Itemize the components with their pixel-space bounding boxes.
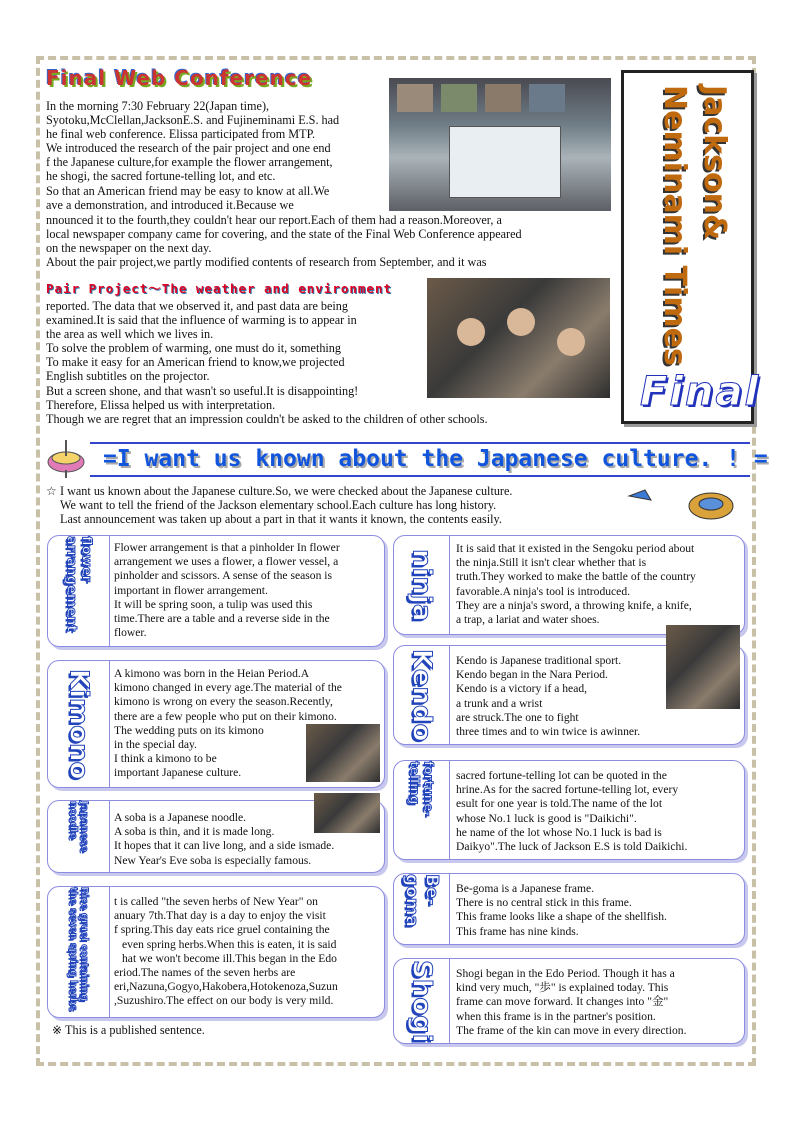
text-line: To solve the problem of warming, one must do it, something bbox=[46, 341, 341, 356]
text-line: Last announcement was taken up about a part in that it wants it known, the contents easily. bbox=[60, 512, 502, 527]
fortune-telling-card bbox=[393, 760, 745, 860]
text-line: But a screen shone, and that wasn't so useful.It is disappointing! bbox=[46, 383, 359, 398]
kimono-photo bbox=[306, 724, 380, 782]
text-line: A kimono was born in the Heian Period.A bbox=[114, 667, 310, 680]
text-line: It will be spring soon, a tulip was used this bbox=[114, 597, 313, 611]
kimono-label: Kimono bbox=[63, 668, 94, 780]
text-line: three times and to win twice is awinner. bbox=[456, 725, 641, 739]
text-line: eri,Nazuna,Gogyo,Hakobera,Hotokenoza,Suzun bbox=[114, 980, 338, 994]
shogi-text bbox=[456, 967, 742, 1038]
pair-project-title: Pair Project～The weather and environment bbox=[46, 281, 392, 296]
text-line: They are a ninja's sword, a throwing knife, a knife, bbox=[456, 598, 692, 612]
pair-project-text bbox=[46, 299, 426, 412]
text-line: The wedding puts on its kimono bbox=[114, 723, 264, 737]
text-line: f spring.This day eats rice gruel containing the bbox=[114, 923, 330, 937]
text-line: ,Suzushiro.The effect on our body is very mild. bbox=[114, 994, 334, 1008]
student-face bbox=[507, 308, 535, 336]
card-label-box bbox=[394, 959, 450, 1043]
text-line: To make it easy for an American friend to know,we projected bbox=[46, 355, 345, 370]
flower-arrangement-label: flower arrangement bbox=[63, 536, 94, 632]
text-line: kimono changed in every age.The material of the bbox=[114, 681, 342, 695]
text-line: hat we won't become ill.This began in the Edo bbox=[122, 951, 337, 965]
text-line: flower. bbox=[114, 626, 147, 640]
text-line: a trap, a lariat and water shoes. bbox=[456, 613, 600, 627]
masthead-final: Final bbox=[640, 369, 761, 415]
video-tile bbox=[529, 84, 565, 112]
text-line: even spring herbs.When this is eaten, it is said bbox=[122, 937, 337, 951]
ninja-label: ninja bbox=[406, 548, 437, 622]
text-line: when this frame is in the partner's position. bbox=[456, 1009, 656, 1023]
kimono-card bbox=[47, 660, 385, 788]
text-line: ave a demonstration, and introduced it.Because we bbox=[46, 197, 294, 212]
text-line: kimono is wrong on every the season.Recently, bbox=[114, 695, 333, 709]
text-line: reported. The data that we observed it, and past data are being bbox=[46, 299, 348, 313]
text-line: Kendo is Japanese traditional sport. bbox=[456, 654, 622, 667]
text-line: the ninja.Still it isn't clear whether that is bbox=[456, 556, 647, 570]
text-line: important Japanese culture. bbox=[114, 766, 242, 780]
text-line: So that an American friend may be easy to know at all.We bbox=[46, 183, 330, 198]
soba-label: Japanese noodle bbox=[67, 801, 90, 853]
text-line: Kendo is a victory if a head, bbox=[456, 682, 588, 696]
text-line: In the morning 7:30 February 22(Japan time), bbox=[46, 99, 270, 113]
seven-herbs-text bbox=[114, 895, 382, 1009]
video-tile bbox=[441, 84, 477, 112]
text-line: hrine.As for the sacred fortune-telling lot, every bbox=[456, 783, 679, 797]
text-line: local newspaper company came for covering, and the state of the Final Web Conference appeared bbox=[46, 227, 522, 242]
text-line: Syotoku,McClellan,JacksonE.S. and Fujineminami E.S. had bbox=[46, 113, 340, 128]
shogi-card bbox=[393, 958, 745, 1044]
divider-line bbox=[90, 475, 750, 477]
text-line: It hopes that it can live long, and a side ismade. bbox=[114, 839, 335, 853]
text-line: he final web conference. Elissa participated from MTP. bbox=[46, 127, 316, 142]
video-tile bbox=[485, 84, 521, 112]
spinning-top-icon bbox=[627, 486, 737, 526]
be-goma-text bbox=[456, 882, 742, 939]
text-line: Therefore, Elissa helped us with interpretation. bbox=[46, 397, 276, 412]
divider-line bbox=[90, 442, 750, 444]
text-line: esult for one year is told.The name of the lot bbox=[456, 797, 663, 811]
kendo-photo bbox=[666, 625, 740, 709]
text-line: there are a few people who put on their kimono. bbox=[114, 709, 337, 723]
text-line: f the Japanese culture,for example the flower arrangement, bbox=[46, 155, 333, 170]
text-line: It is said that it existed in the Sengoku period about bbox=[456, 542, 695, 555]
card-label-box bbox=[394, 761, 450, 859]
shogi-label: Shogi bbox=[406, 959, 437, 1043]
final-web-text-narrow bbox=[46, 99, 388, 212]
text-line: kind very much, "歩" is explained today. This bbox=[456, 981, 669, 995]
masthead-box bbox=[621, 70, 761, 424]
text-line: We want to tell the friend of the Jackson elementary school.Each culture has long history. bbox=[60, 498, 497, 513]
text-line: New Year's Eve soba is especially famous. bbox=[114, 853, 312, 867]
text-line: examined.It is said that the influence of warming is to appear in bbox=[46, 313, 357, 328]
text-line: t is called "the seven herbs of New Year" on bbox=[114, 895, 318, 908]
be-goma-label: Be-goma bbox=[401, 874, 442, 928]
text-line: favorable.A ninja's tool is introduced. bbox=[456, 584, 631, 598]
text-line: frame can move forward. It changes into "金" bbox=[456, 995, 669, 1009]
text-line: Be-goma is a Japanese frame. bbox=[456, 882, 595, 895]
text-line: on the newspaper on the next day. bbox=[46, 241, 212, 256]
text-line: Kendo began in the Nara Period. bbox=[456, 668, 608, 682]
chat-window bbox=[449, 126, 561, 198]
ninja-text bbox=[456, 542, 742, 627]
text-line: Daikyo".The luck of Jackson E.S is told Daikichi. bbox=[456, 840, 688, 854]
masthead-title: Jackson& Neminami Times bbox=[657, 85, 732, 366]
text-line: We introduced the research of the pair project and one end bbox=[46, 141, 331, 156]
text-line: a trunk and a wrist bbox=[456, 696, 543, 710]
student-face bbox=[457, 318, 485, 346]
text-line: This frame has nine kinds. bbox=[456, 924, 579, 938]
card-label-box bbox=[394, 874, 450, 944]
text-line: The frame of the kin can move in every direction. bbox=[456, 1023, 687, 1037]
card-label-box bbox=[48, 801, 110, 872]
text-line: truth.They worked to make the battle of the country bbox=[456, 570, 696, 584]
card-label-box bbox=[394, 646, 450, 744]
video-tile bbox=[397, 84, 433, 112]
card-label-box bbox=[48, 661, 110, 787]
card-label-box bbox=[48, 536, 110, 646]
flower-arrangement-text bbox=[114, 541, 380, 640]
flower-arrangement-card bbox=[47, 535, 385, 647]
culture-title: =I want us known about the Japanese culture. ! = bbox=[103, 446, 768, 472]
final-web-text-wide bbox=[46, 213, 616, 269]
spinning-top-icon bbox=[44, 432, 88, 482]
text-line: This frame looks like a shape of the shellfish. bbox=[456, 910, 667, 924]
text-line: There is no central stick in this frame. bbox=[456, 896, 632, 910]
fortune-telling-text bbox=[456, 769, 742, 854]
text-line: pinholder and scissors. A sense of the season is bbox=[114, 569, 332, 583]
text-line: I think a kimono to be bbox=[114, 752, 217, 766]
footer-note: ※ This is a published sentence. bbox=[52, 1023, 205, 1037]
be-goma-card bbox=[393, 873, 745, 945]
soba-photo bbox=[314, 793, 380, 833]
text-line: eriod.The names of the seven herbs are bbox=[114, 966, 296, 980]
text-line: Flower arrangement is that a pinholder In flower bbox=[114, 541, 340, 554]
card-label-box bbox=[48, 887, 110, 1017]
text-line: in the special day. bbox=[114, 738, 197, 752]
text-line: A soba is thin, and it is made long. bbox=[114, 825, 275, 839]
seven-herbs-card bbox=[47, 886, 385, 1018]
text-line: A soba is a Japanese noodle. bbox=[114, 811, 247, 824]
seven-herbs-label: Rice gruel containing the seven spring herbs bbox=[67, 887, 90, 1011]
fortune-telling-label: fortune-telling bbox=[407, 761, 436, 817]
text-line: nnounced it to the fourth,they couldn't hear our report.Each of them had a reason.Moreover, a bbox=[46, 213, 502, 227]
text-line: he shogi, the sacred fortune-telling lot, and etc. bbox=[46, 169, 276, 184]
text-line: ☆ I want us known about the Japanese culture.So, we were checked about the Japanese culture. bbox=[46, 484, 513, 498]
card-label-box bbox=[394, 536, 450, 634]
student-face bbox=[557, 328, 585, 356]
text-line: the area as well which we lives in. bbox=[46, 327, 214, 342]
kendo-label: Kendo bbox=[406, 648, 437, 742]
final-web-title: Final Web Conference bbox=[46, 66, 313, 90]
text-line: Shogi began in the Edo Period. Though it has a bbox=[456, 967, 675, 980]
culture-intro bbox=[46, 484, 636, 526]
text-line: arrangement we uses a flower, a flower vessel, a bbox=[114, 555, 339, 569]
text-line: English subtitles on the projector. bbox=[46, 369, 210, 384]
text-line: sacred fortune-telling lot can be quoted in the bbox=[456, 769, 667, 782]
text-line: About the pair project,we partly modified contents of research from September, and it was bbox=[46, 255, 487, 270]
text-line: whose No.1 luck is good is "Daikichi". bbox=[456, 811, 637, 825]
conference-screen-photo bbox=[389, 78, 611, 211]
ninja-card bbox=[393, 535, 745, 635]
text-line: Though we are regret that an impression couldn't be asked to the children of other schools. bbox=[46, 412, 488, 426]
students-photo bbox=[427, 278, 610, 398]
text-line: important in flower arrangement. bbox=[114, 583, 268, 597]
pair-project-text-wide bbox=[46, 412, 616, 426]
text-line: time.There are a table and a reverse side in the bbox=[114, 612, 330, 626]
text-line: he name of the lot whose No.1 luck is bad is bbox=[456, 825, 662, 839]
text-line: are struck.The one to fight bbox=[456, 710, 579, 724]
soba-card bbox=[47, 800, 385, 873]
text-line: anuary 7th.That day is a day to enjoy the visit bbox=[114, 909, 326, 923]
